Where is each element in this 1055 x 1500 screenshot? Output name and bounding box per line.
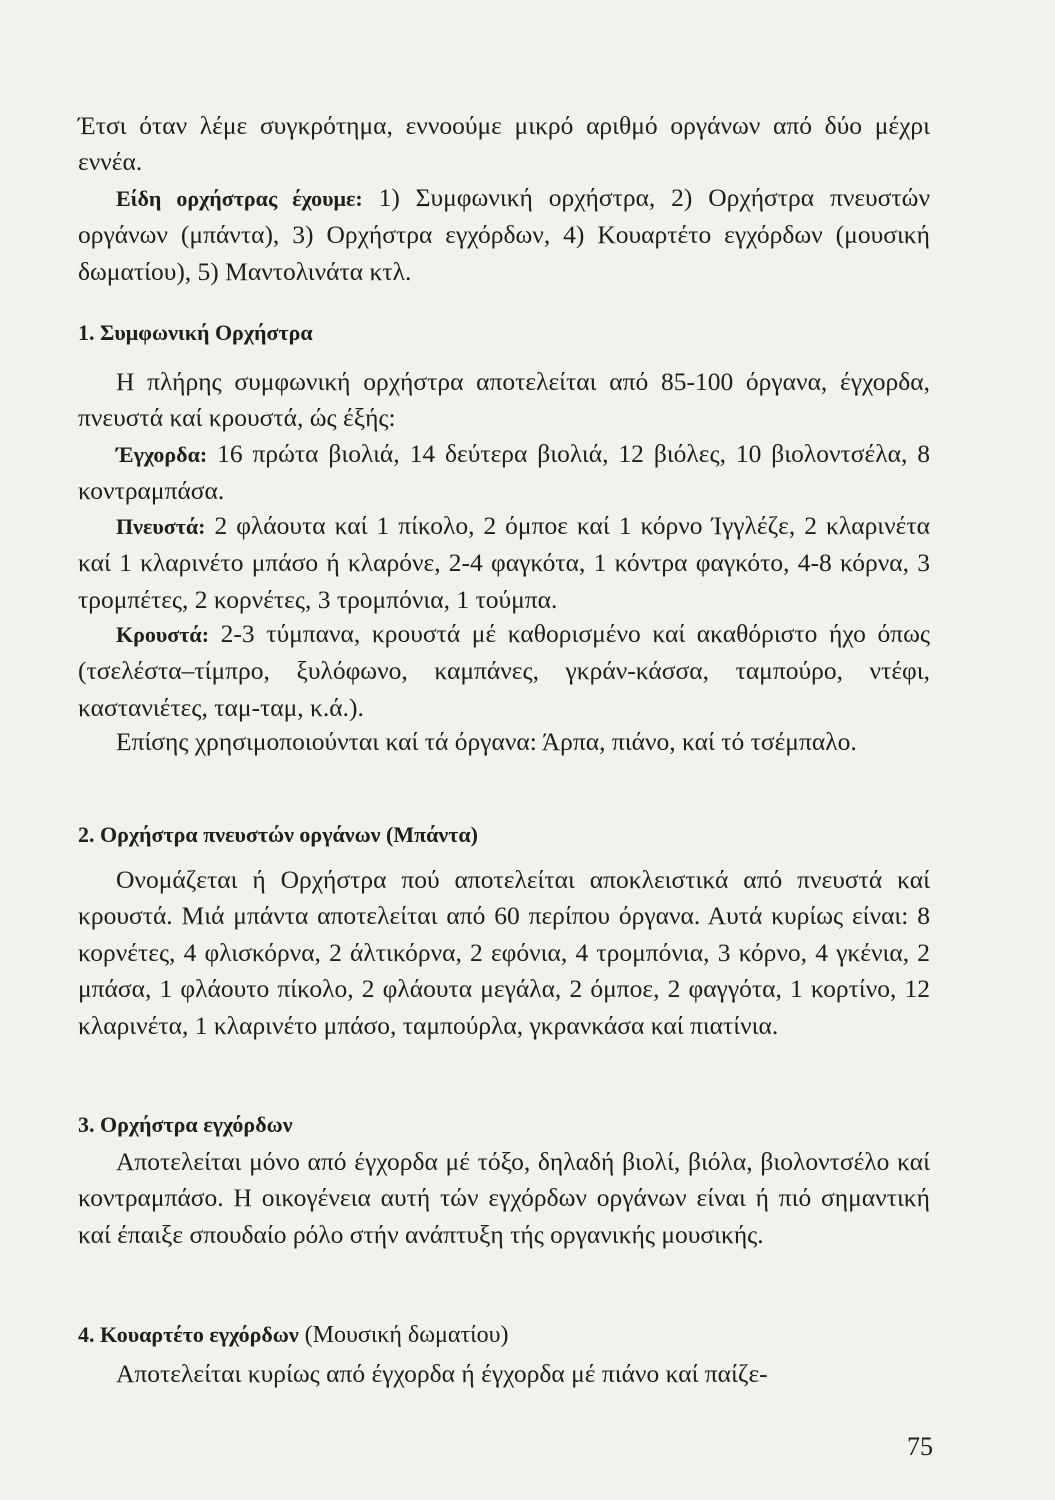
section4-paragraph: Αποτελείται κυρίως από έγχορδα ή έγχορδα μέ πιάνο καί παίζε- [116, 1359, 768, 1388]
additional-instruments-paragraph: Επίσης χρησιμοποιούνται καί τά όργανα: Άρπα, πιάνο, καί τό τσέμπαλο. [116, 727, 857, 756]
intro-paragraph: Έτσι όταν λέμε συγκρότημα, εννοούμε μικρό αριθμό οργάνων από δύο μέχρι εννέα. [78, 111, 930, 177]
section2-paragraph: Ονομάζεται ή Ορχήστρα πού αποτελείται αποκλειστικά από πνευστά καί κρουστά. Μιά μπάντα αποτελείται από 60 περίπου όργανα. Αυτά κυρίως είναι: 8 κορνέτες, 4 φλισκόρνα, 2 άλτικόρνα, 2 εφόνια, 4 τρομπόνια, 3 κόρνο, 4 γκένια, 2 μπάσα, 1 φλάουτο πίκολο, 2 φλάουτα μεγάλα, 2 όμποε, 2 φαγγότα, 1 κορτίνο, 12 κλαρινέτα, 1 κλαρινέτο μπάσο, ταμπούρλα, γκρανκάσα καί πιατίνια. [78, 865, 930, 1040]
strings-text: 16 πρώτα βιολιά, 14 δεύτερα βιολιά, 12 βιόλες, 10 βιολοντσέλα, 8 κοντραμπάσα. [78, 439, 930, 506]
section2-heading: 2. Ορχήστρα πνευστών οργάνων (Μπάντα) [78, 822, 478, 847]
page-number: 75 [907, 1432, 933, 1461]
strings-label: Έγχορδα: [116, 442, 208, 467]
orchestra-types-text: 1) Συμφωνική ορχήστρα, 2) Ορχήστρα πνευστών οργάνων (μπάντα), 3) Ορχήστρα εγχόρδων, 4) Κουαρτέτο εγχόρδων (μουσική δωματίου), 5) Μαντολινάτα κτλ. [78, 183, 930, 286]
winds-paragraph [78, 508, 930, 618]
strings-paragraph [78, 436, 930, 510]
section4-heading [78, 1320, 930, 1350]
orchestra-types-paragraph [78, 180, 930, 290]
section1-heading: 1. Συμφωνική Ορχήστρα [78, 320, 313, 345]
section4-heading-bold: 4. Κουαρτέτο εγχόρδων [78, 1322, 299, 1347]
winds-text: 2 φλάουτα καί 1 πίκολο, 2 όμποε καί 1 κόρνο Ίγγλέζε, 2 κλαρινέτα καί 1 κλαρινέτο μπάσο ή κλαρόνε, 2-4 φαγκότα, 1 κόντρα φαγκότο, 4-8 κόρνα, 3 τρομπέτες, 2 κορνέτες, 3 τρομπόνια, 1 τούμπα. [78, 511, 930, 614]
percussion-paragraph [78, 616, 930, 726]
section3-heading: 3. Ορχήστρα εγχόρδων [78, 1112, 293, 1137]
section4-heading-plain: (Μουσική δωματίου) [298, 1322, 509, 1348]
winds-label: Πνευστά: [116, 514, 206, 539]
section3-paragraph: Αποτελείται μόνο από έγχορδα μέ τόξο, δηλαδή βιολί, βιόλα, βιολοντσέλο καί κοντραμπάσο. Η οικογένεια αυτή τών εγχόρδων οργάνων είναι ή πιό σημαντική καί έπαιξε σπουδαίο ρόλο στήν ανάπτυξη τής οργανικής μουσικής. [78, 1147, 930, 1249]
section1-intro: Η πλήρης συμφωνική ορχήστρα αποτελείται από 85-100 όργανα, έγχορδα, πνευστά καί κρουστά, ώς έξής: [78, 367, 930, 433]
percussion-label: Κρουστά: [116, 622, 210, 647]
percussion-text: 2-3 τύμπανα, κρουστά μέ καθορισμένο καί ακαθόριστο ήχο όπως (τσελέστα–τίμπρο, ξυλόφωνο, καμπάνες, γκράν-κάσσα, ταμπούρο, ντέφι, καστανιέτες, ταμ-ταμ, κ.ά.). [78, 619, 930, 722]
orchestra-types-label: Είδη ορχήστρας έχουμε: [116, 186, 363, 211]
